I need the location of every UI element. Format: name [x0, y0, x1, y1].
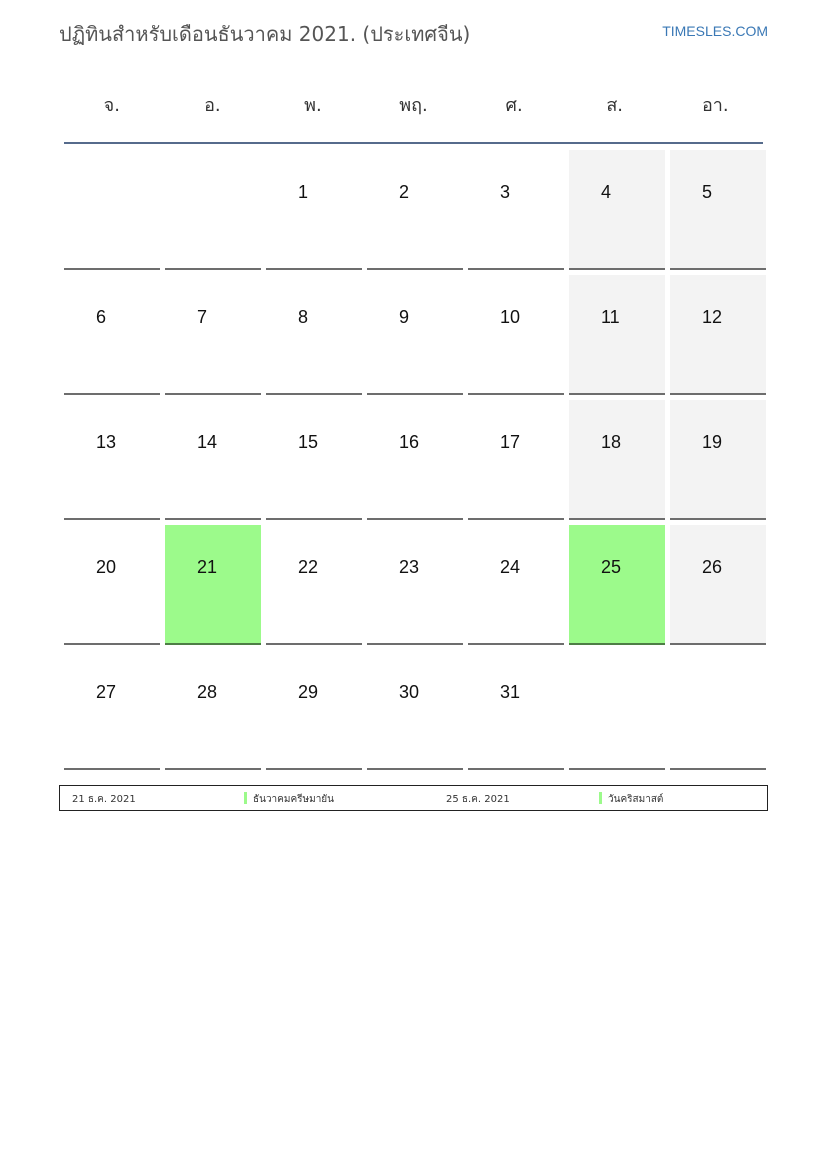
empty-day-cell — [670, 650, 766, 770]
legend-color-marker — [244, 792, 247, 804]
day-number: 31 — [500, 682, 521, 702]
day-cell[interactable] — [266, 525, 362, 645]
day-cell[interactable] — [569, 150, 665, 270]
day-number: 25 — [601, 557, 622, 577]
legend-color-marker — [599, 792, 602, 804]
day-cell[interactable] — [367, 650, 463, 770]
day-cell[interactable] — [367, 150, 463, 270]
weekday-sun: อา. — [701, 95, 729, 116]
day-cell[interactable] — [367, 525, 463, 645]
day-number: 13 — [96, 432, 117, 452]
day-cell[interactable] — [670, 150, 766, 270]
legend-holiday-name: วันคริสมาสต์ — [608, 794, 664, 805]
day-cell[interactable] — [165, 650, 261, 770]
day-number: 8 — [298, 307, 309, 327]
day-number: 1 — [298, 182, 309, 202]
day-number: 29 — [298, 682, 319, 702]
day-cell[interactable] — [670, 525, 766, 645]
day-cell[interactable] — [64, 275, 160, 395]
day-cell[interactable] — [165, 400, 261, 520]
weekday-wed: พ. — [304, 95, 322, 116]
day-number: 4 — [601, 182, 612, 202]
day-cell[interactable] — [266, 400, 362, 520]
empty-day-cell — [569, 650, 665, 770]
day-number: 12 — [702, 307, 723, 327]
legend-date: 21 ธ.ค. 2021 — [72, 794, 136, 805]
weekday-fri: ศ. — [505, 95, 523, 116]
day-number: 24 — [500, 557, 521, 577]
day-cell[interactable] — [468, 650, 564, 770]
day-number: 22 — [298, 557, 319, 577]
day-cell[interactable] — [670, 400, 766, 520]
day-number: 28 — [197, 682, 218, 702]
day-cell[interactable] — [64, 400, 160, 520]
day-number: 16 — [399, 432, 420, 452]
day-number: 6 — [96, 307, 107, 327]
day-number: 17 — [500, 432, 521, 452]
day-number: 11 — [601, 307, 620, 327]
header-divider — [64, 142, 763, 144]
holiday-day-cell[interactable] — [165, 525, 261, 645]
day-number: 23 — [399, 557, 420, 577]
day-cell[interactable] — [569, 275, 665, 395]
day-number: 21 — [197, 557, 218, 577]
day-cell[interactable] — [468, 400, 564, 520]
site-link[interactable]: TIMESLES.COM — [662, 23, 768, 39]
empty-day-cell — [64, 150, 160, 270]
day-number: 26 — [702, 557, 723, 577]
weekday-thu: พฤ. — [399, 95, 428, 116]
day-number: 18 — [601, 432, 622, 452]
day-cell[interactable] — [64, 525, 160, 645]
day-cell[interactable] — [367, 400, 463, 520]
holiday-legend — [59, 785, 768, 811]
day-cell[interactable] — [266, 275, 362, 395]
day-cell[interactable] — [367, 275, 463, 395]
weekday-mon: จ. — [103, 95, 120, 116]
weekday-tue: อ. — [204, 95, 221, 116]
day-number: 7 — [197, 307, 208, 327]
day-cell[interactable] — [670, 275, 766, 395]
day-number: 30 — [399, 682, 420, 702]
day-number: 27 — [96, 682, 117, 702]
legend-date: 25 ธ.ค. 2021 — [446, 794, 510, 805]
legend-holiday-name: ธันวาคมครีษมายัน — [253, 794, 335, 805]
day-number: 19 — [702, 432, 723, 452]
day-cell[interactable] — [266, 650, 362, 770]
day-number: 10 — [500, 307, 521, 327]
day-cell[interactable] — [468, 525, 564, 645]
day-number: 9 — [399, 307, 410, 327]
holiday-day-cell[interactable] — [569, 525, 665, 645]
calendar-grid — [64, 150, 763, 770]
day-number: 3 — [500, 182, 511, 202]
day-cell[interactable] — [569, 400, 665, 520]
day-number: 14 — [197, 432, 218, 452]
day-number: 15 — [298, 432, 319, 452]
day-cell[interactable] — [468, 275, 564, 395]
day-number: 20 — [96, 557, 117, 577]
day-cell[interactable] — [165, 275, 261, 395]
day-number: 2 — [399, 182, 410, 202]
day-cell[interactable] — [64, 650, 160, 770]
empty-day-cell — [165, 150, 261, 270]
weekday-header — [64, 90, 763, 118]
day-cell[interactable] — [266, 150, 362, 270]
page-title: ปฏิทินสำหรับเดือนธันวาคม 2021. (ประเทศจีน) — [59, 22, 471, 46]
day-cell[interactable] — [468, 150, 564, 270]
weekday-sat: ส. — [606, 95, 624, 116]
day-number: 5 — [702, 182, 713, 202]
